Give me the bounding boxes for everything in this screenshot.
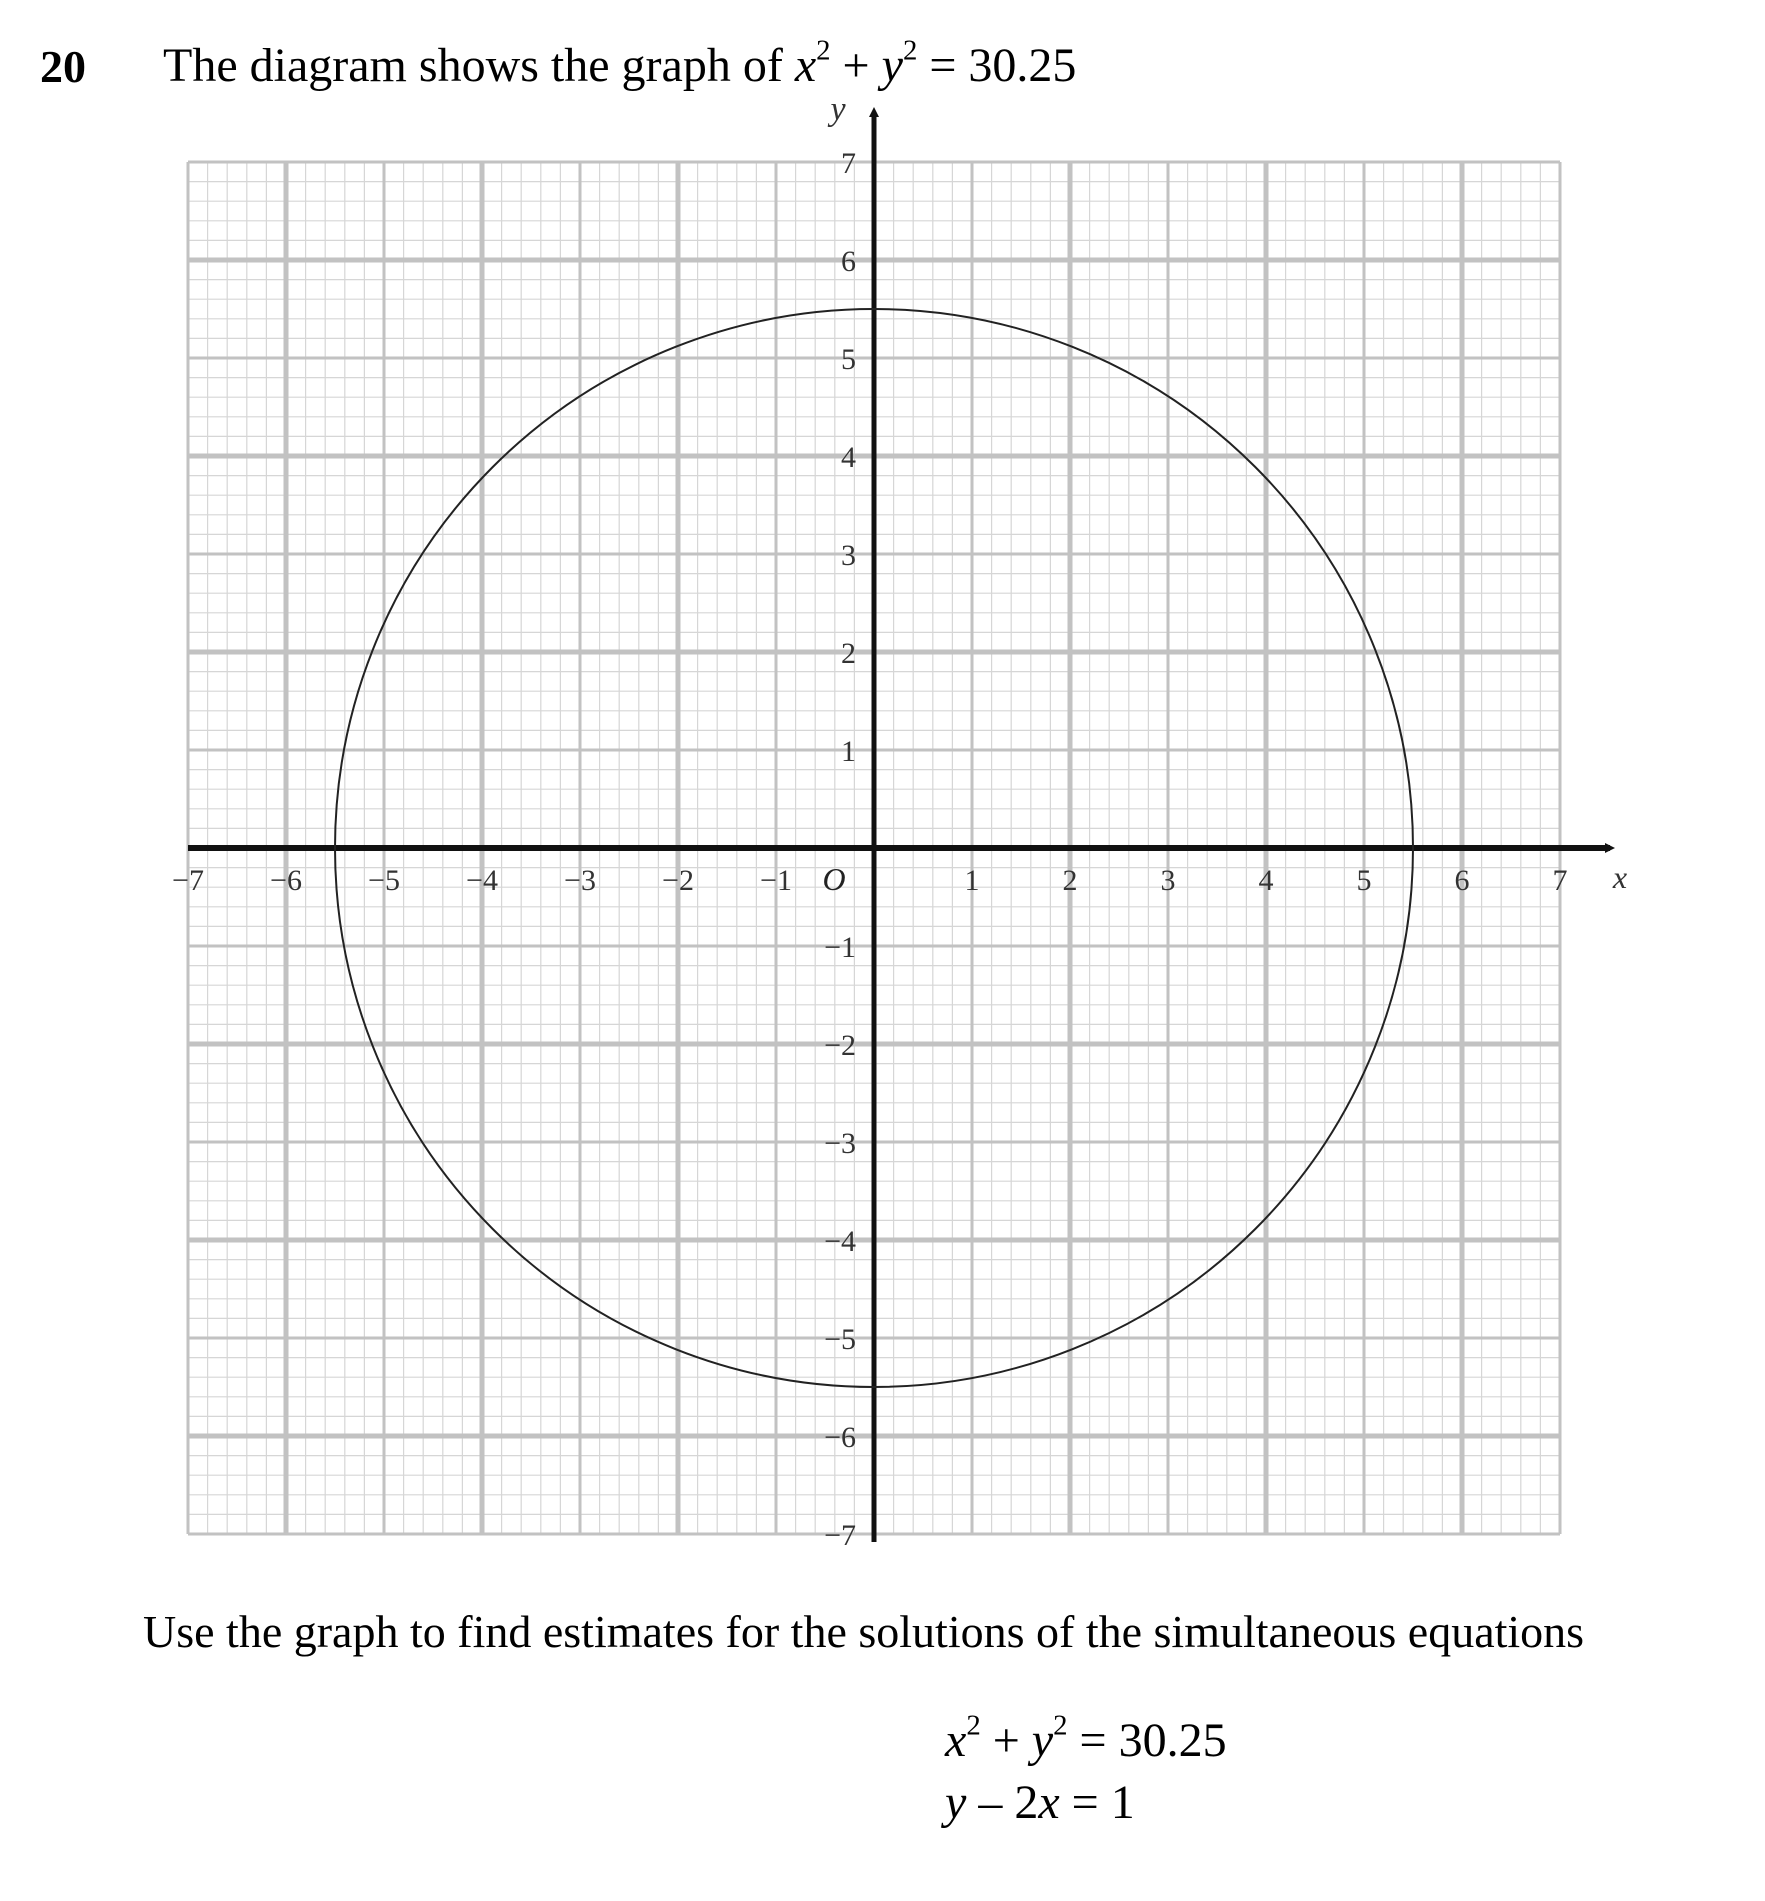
x-tick-label: −4 [466,864,498,897]
y-tick-label: −6 [824,1421,856,1454]
y-tick-label: −1 [824,931,856,964]
origin-label: O [822,861,846,897]
y-tick-label: −3 [824,1127,856,1160]
y-tick-label: −2 [824,1029,856,1062]
simultaneous-equations [945,1710,1227,1835]
x-tick-label: 6 [1454,864,1470,897]
y-tick-label: 2 [841,637,856,670]
x-tick-label: −1 [760,864,792,897]
y-tick-label: 6 [841,245,856,278]
x-tick-label: 3 [1160,864,1176,897]
y-tick-label: 7 [841,147,856,180]
y-tick-label: −7 [824,1519,856,1552]
x-tick-label: 4 [1258,864,1274,897]
question-title: The diagram shows the graph of $x^2 + y^2 = 30.25$ [163,34,1077,92]
y-tick-label: −4 [824,1225,856,1258]
x-tick-label: −6 [270,864,302,897]
x-tick-label: 1 [964,864,980,897]
y-tick-label: 3 [841,539,856,572]
y-tick-label: −5 [824,1323,856,1356]
y-tick-label: 5 [841,343,856,376]
axes [188,112,1610,1542]
x-axis-label: x [1612,859,1628,895]
x-tick-label: −5 [368,864,400,897]
x-tick-label: 5 [1356,864,1372,897]
x-tick-label: −7 [172,864,204,897]
equation-circle: $x^2 + y^2 = 30.25$ [945,1709,1227,1767]
x-tick-label: −3 [564,864,596,897]
x-tick-label: 2 [1062,864,1078,897]
question-intro: The diagram shows the graph of [163,39,783,92]
instruction-text: Use the graph to find estimates for the solutions of the simultaneous equations [143,1606,1585,1657]
equation-line: y – 2x = 1 [945,1776,1135,1830]
question-number: 20 [40,41,86,92]
y-tick-label: 1 [841,735,856,768]
y-axis-label: y [830,91,846,128]
x-tick-label: −2 [662,864,694,897]
x-tick-label: 7 [1552,864,1568,897]
y-tick-label: 4 [841,441,856,474]
